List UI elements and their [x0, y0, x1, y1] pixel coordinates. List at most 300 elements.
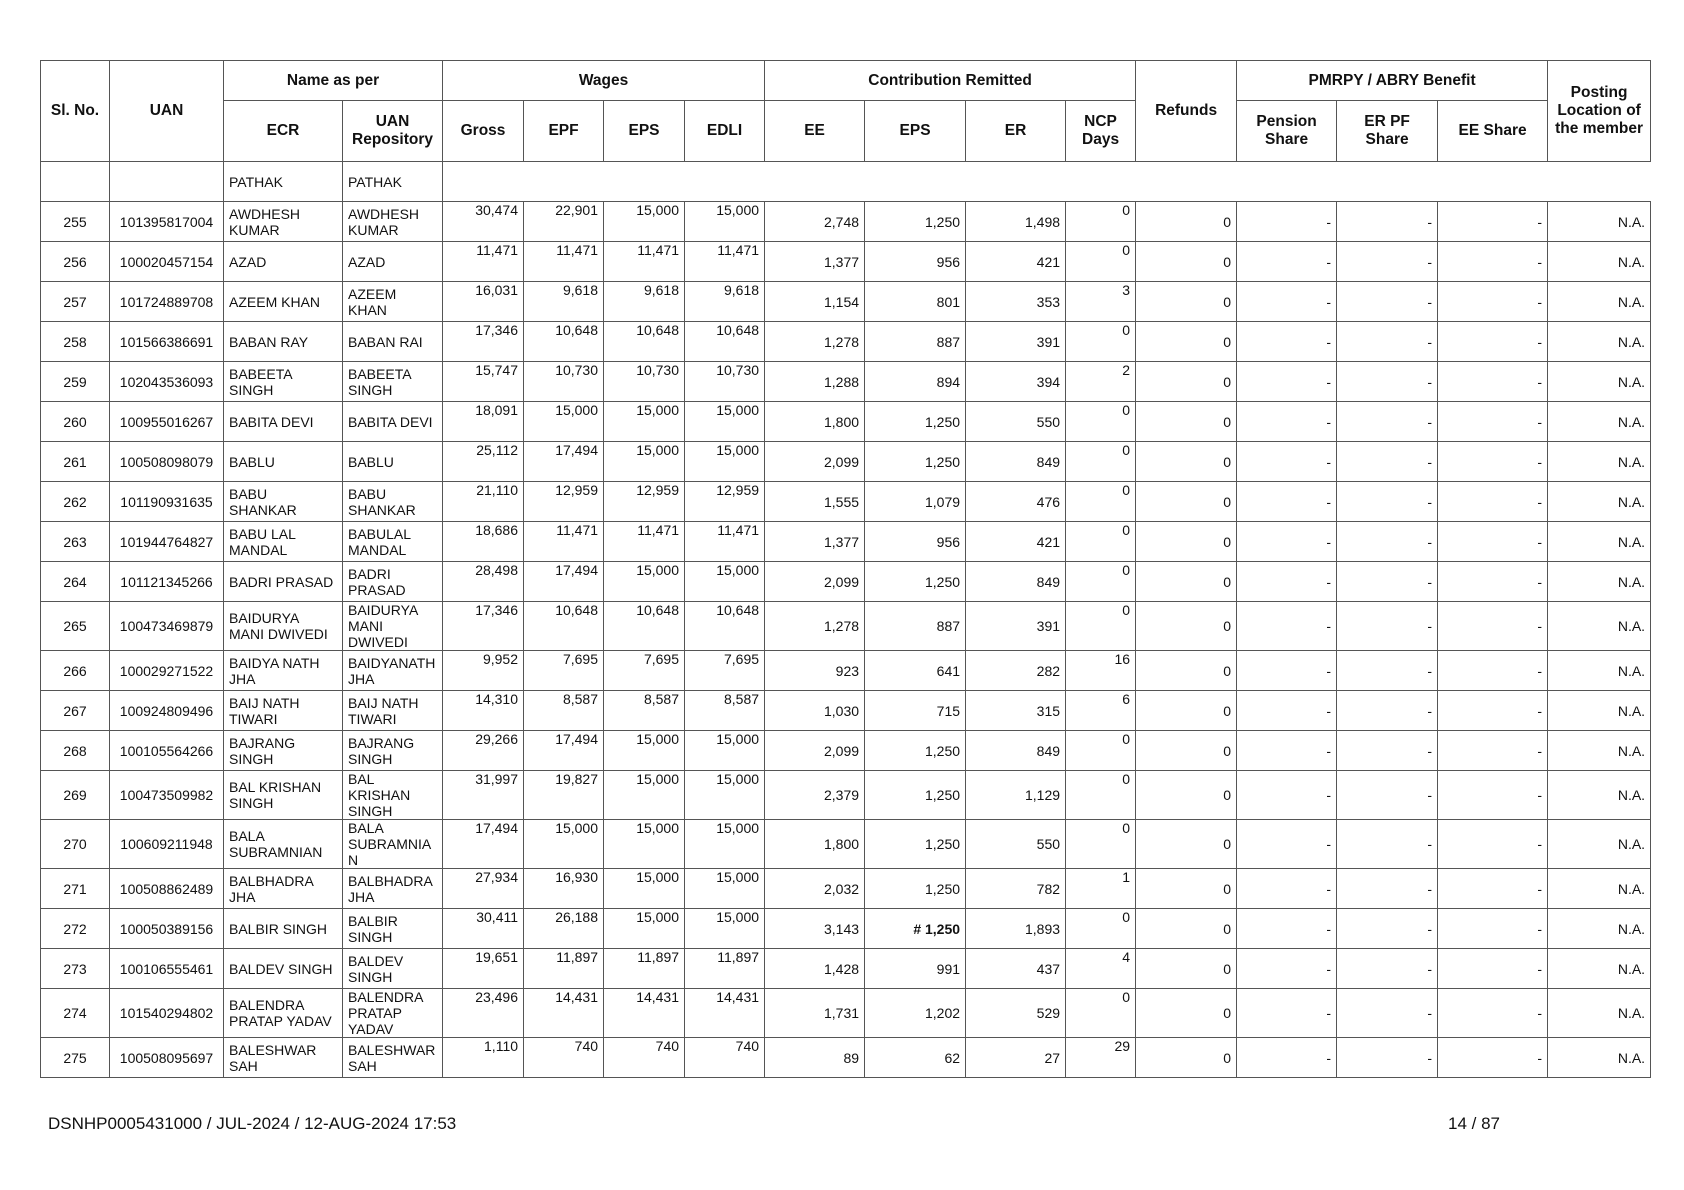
cell-er: 849: [966, 731, 1066, 771]
cell-ecr-name: BADRI PRASAD: [224, 562, 343, 602]
cell-eps: 15,000: [604, 909, 685, 949]
cell-gross: 17,346: [443, 602, 524, 651]
cell-ee-share: -: [1438, 522, 1548, 562]
cell-ncp-days: 16: [1066, 651, 1136, 691]
cell-refunds: 0: [1136, 731, 1237, 771]
cell-edli: 11,471: [685, 242, 765, 282]
cell-epf: 26,188: [524, 909, 604, 949]
cell-ncp-days: 0: [1066, 562, 1136, 602]
cell-eps-contribution: 641: [865, 651, 966, 691]
cell-uan-name: AWDHESH KUMAR: [343, 202, 443, 242]
cell-uan-name: AZEEM KHAN: [343, 282, 443, 322]
cell-sl-no: 266: [41, 651, 110, 691]
footer-document-reference: DSNHP0005431000 / JUL-2024 / 12-AUG-2024 17:53: [48, 1114, 457, 1133]
cell-sl-no: 270: [41, 820, 110, 869]
cell-er-pf-share: -: [1337, 1038, 1438, 1078]
cell-er-pf-share: -: [1337, 820, 1438, 869]
cell-er: 550: [966, 402, 1066, 442]
table-row: [41, 562, 1651, 602]
cell-posting-location: N.A.: [1548, 869, 1651, 909]
table-row: [41, 482, 1651, 522]
cell-eps: 14,431: [604, 989, 685, 1038]
header-eps-contribution: EPS: [865, 101, 966, 162]
table-row: [41, 651, 1651, 691]
cell-pension-share: -: [1237, 562, 1337, 602]
cell-gross: 14,310: [443, 691, 524, 731]
cell-pension-share: -: [1237, 771, 1337, 820]
table-row: [41, 322, 1651, 362]
cell-er-pf-share: -: [1337, 651, 1438, 691]
cell-edli: 11,897: [685, 949, 765, 989]
cell-ee-share: -: [1438, 869, 1548, 909]
cell-refunds: 0: [1136, 282, 1237, 322]
cell-gross: 19,651: [443, 949, 524, 989]
header-edli: EDLI: [685, 101, 765, 162]
cell-sl-no: 265: [41, 602, 110, 651]
cell-edli: 10,648: [685, 322, 765, 362]
footer-page-number: 14 / 87: [1448, 1114, 1500, 1133]
cell-eps-contribution: 1,250: [865, 771, 966, 820]
cell-edli: 11,471: [685, 522, 765, 562]
cell-ee: 923: [765, 651, 865, 691]
cell-ee-share: -: [1438, 820, 1548, 869]
cell-uan: 100106555461: [110, 949, 224, 989]
cell-pension-share: -: [1237, 651, 1337, 691]
header-refunds: Refunds: [1136, 61, 1237, 162]
cell-sl-no: 259: [41, 362, 110, 402]
table-row: [41, 602, 1651, 651]
cell-edli: 15,000: [685, 562, 765, 602]
cell-ee-share: -: [1438, 949, 1548, 989]
cell-ecr-name: BABEETA SINGH: [224, 362, 343, 402]
cell-epf: 19,827: [524, 771, 604, 820]
cell-gross: 23,496: [443, 989, 524, 1038]
cell-refunds: 0: [1136, 691, 1237, 731]
cell-ee-share: -: [1438, 322, 1548, 362]
cell-uan-name: BAIJ NATH TIWARI: [343, 691, 443, 731]
cell-ncp-days: 0: [1066, 771, 1136, 820]
table-row: [41, 442, 1651, 482]
cell-pension-share: -: [1237, 602, 1337, 651]
cell-eps-contribution: 1,250: [865, 442, 966, 482]
cell-posting-location: N.A.: [1548, 202, 1651, 242]
cell-sl-no: 269: [41, 771, 110, 820]
table-row: [41, 771, 1651, 820]
cell-epf: 10,648: [524, 322, 604, 362]
cell-ee: 1,278: [765, 322, 865, 362]
cell-edli: 15,000: [685, 731, 765, 771]
cell-uan: 100508095697: [110, 1038, 224, 1078]
cell-er-pf-share: -: [1337, 402, 1438, 442]
cell-gross: 30,411: [443, 909, 524, 949]
cell-pension-share: -: [1237, 820, 1337, 869]
cell-edli: 15,000: [685, 909, 765, 949]
cell-ee-share: -: [1438, 731, 1548, 771]
cell-posting-location: N.A.: [1548, 242, 1651, 282]
cell-sl-no: 275: [41, 1038, 110, 1078]
cell-er: 437: [966, 949, 1066, 989]
cell-uan: 101395817004: [110, 202, 224, 242]
cell-edli: 15,000: [685, 869, 765, 909]
cell-er-pf-share: -: [1337, 771, 1438, 820]
cell-ecr-name: AZAD: [224, 242, 343, 282]
cell-er: 27: [966, 1038, 1066, 1078]
header-ncp-days: NCP Days: [1066, 101, 1136, 162]
cell-uan-name: BABU SHANKAR: [343, 482, 443, 522]
cell-er: 1,893: [966, 909, 1066, 949]
cell-er: 421: [966, 522, 1066, 562]
cell-posting-location: N.A.: [1548, 651, 1651, 691]
ecr-table: [40, 60, 1651, 1078]
cell-refunds: 0: [1136, 402, 1237, 442]
cell-gross: 18,091: [443, 402, 524, 442]
cell-epf: 22,901: [524, 202, 604, 242]
cell-ee: 1,731: [765, 989, 865, 1038]
cell-sl-no: 255: [41, 202, 110, 242]
table-body: [41, 202, 1651, 1078]
header-eps: EPS: [604, 101, 685, 162]
cell-ee-share: -: [1438, 242, 1548, 282]
cell-er-pf-share: -: [1337, 442, 1438, 482]
cell-sl-no: 264: [41, 562, 110, 602]
cell-uan: 100050389156: [110, 909, 224, 949]
cell-eps-contribution: 1,202: [865, 989, 966, 1038]
table-row: [41, 820, 1651, 869]
header-uan: UAN: [110, 61, 224, 162]
header-ee-share: EE Share: [1438, 101, 1548, 162]
cell-gross: 28,498: [443, 562, 524, 602]
cell-edli: 15,000: [685, 771, 765, 820]
cell-ee: 2,099: [765, 442, 865, 482]
cell-refunds: 0: [1136, 442, 1237, 482]
cell-pension-share: -: [1237, 949, 1337, 989]
cell-ee-share: -: [1438, 482, 1548, 522]
cell-posting-location: N.A.: [1548, 771, 1651, 820]
table-row: [41, 989, 1651, 1038]
cell-ee: 1,555: [765, 482, 865, 522]
cell-posting-location: N.A.: [1548, 691, 1651, 731]
cell-ncp-days: 0: [1066, 731, 1136, 771]
cell-eps-contribution: 1,250: [865, 731, 966, 771]
cell-eps-contribution: 894: [865, 362, 966, 402]
cell-eps: 15,000: [604, 442, 685, 482]
cell-refunds: 0: [1136, 909, 1237, 949]
header-posting-location: Posting Location of the member: [1548, 61, 1651, 162]
cell-edli: 10,648: [685, 602, 765, 651]
cell-eps: 15,000: [604, 820, 685, 869]
cell-ecr-name: BABITA DEVI: [224, 402, 343, 442]
table-row: [41, 949, 1651, 989]
cell-eps-contribution: 715: [865, 691, 966, 731]
cell-eps: 15,000: [604, 562, 685, 602]
cell-gross: 17,346: [443, 322, 524, 362]
cell-ee: 1,288: [765, 362, 865, 402]
cell-eps-contribution: 1,250: [865, 402, 966, 442]
header-er-pf-share: ER PF Share: [1337, 101, 1438, 162]
cell-uan: 100020457154: [110, 242, 224, 282]
cell-ecr-name: BAIDURYA MANI DWIVEDI: [224, 602, 343, 651]
cell-sl-no: 262: [41, 482, 110, 522]
cell-eps: 15,000: [604, 402, 685, 442]
cell-gross: 11,471: [443, 242, 524, 282]
cell-refunds: 0: [1136, 242, 1237, 282]
cell-uan-name: BALBIR SINGH: [343, 909, 443, 949]
cell-eps-contribution: 1,079: [865, 482, 966, 522]
cell-uan: 101190931635: [110, 482, 224, 522]
cell-ee: 1,377: [765, 522, 865, 562]
cell-sl-no: 272: [41, 909, 110, 949]
header-uan-repository: UAN Repository: [343, 101, 443, 162]
cell-uan-name: BABITA DEVI: [343, 402, 443, 442]
cell-ecr-name: AWDHESH KUMAR: [224, 202, 343, 242]
cell-epf: 9,618: [524, 282, 604, 322]
cell-uan-name: BALDEV SINGH: [343, 949, 443, 989]
cell-edli: 740: [685, 1038, 765, 1078]
cell-ecr-name: AZEEM KHAN: [224, 282, 343, 322]
cell-ncp-days: 2: [1066, 362, 1136, 402]
cell-posting-location: N.A.: [1548, 820, 1651, 869]
cell-er: 353: [966, 282, 1066, 322]
cell-eps: 15,000: [604, 869, 685, 909]
cell-er-pf-share: -: [1337, 691, 1438, 731]
cell-er-pf-share: -: [1337, 282, 1438, 322]
cell-gross: 27,934: [443, 869, 524, 909]
cell-posting-location: N.A.: [1548, 402, 1651, 442]
cell-ee-share: -: [1438, 1038, 1548, 1078]
cell-uan: 100473509982: [110, 771, 224, 820]
cell-uan: 101944764827: [110, 522, 224, 562]
cell-er: 1,129: [966, 771, 1066, 820]
cell-epf: 16,930: [524, 869, 604, 909]
cell-epf: 17,494: [524, 442, 604, 482]
cell-eps-contribution: 887: [865, 322, 966, 362]
cell-gross: 1,110: [443, 1038, 524, 1078]
cell-ee: 2,099: [765, 562, 865, 602]
cell-epf: 11,897: [524, 949, 604, 989]
cell-epf: 10,648: [524, 602, 604, 651]
cell-epf: 8,587: [524, 691, 604, 731]
cell-ecr-name: BALESHWAR SAH: [224, 1038, 343, 1078]
cell-ecr-name: BALBHADRA JHA: [224, 869, 343, 909]
cell-er-pf-share: -: [1337, 322, 1438, 362]
cell-er-pf-share: -: [1337, 202, 1438, 242]
cell-eps: 10,648: [604, 602, 685, 651]
cell-gross: 21,110: [443, 482, 524, 522]
cell-edli: 10,730: [685, 362, 765, 402]
cell-er-pf-share: -: [1337, 909, 1438, 949]
cell-gross: 16,031: [443, 282, 524, 322]
cell-er-pf-share: -: [1337, 362, 1438, 402]
table-row: [41, 909, 1651, 949]
cell-epf: 14,431: [524, 989, 604, 1038]
cell-pension-share: -: [1237, 869, 1337, 909]
cell-er-pf-share: -: [1337, 602, 1438, 651]
cell-uan: 101724889708: [110, 282, 224, 322]
continuation-blank: [443, 162, 1651, 202]
cell-er: 391: [966, 322, 1066, 362]
cell-posting-location: N.A.: [1548, 522, 1651, 562]
cell-eps: 10,648: [604, 322, 685, 362]
cell-er: 782: [966, 869, 1066, 909]
cell-posting-location: N.A.: [1548, 989, 1651, 1038]
cell-ee: 1,800: [765, 820, 865, 869]
header-epf: EPF: [524, 101, 604, 162]
cell-ncp-days: 0: [1066, 820, 1136, 869]
cell-uan-name: BALENDRA PRATAP YADAV: [343, 989, 443, 1038]
cell-ee: 89: [765, 1038, 865, 1078]
cell-ncp-days: 0: [1066, 242, 1136, 282]
cell-sl-no: 273: [41, 949, 110, 989]
cell-posting-location: N.A.: [1548, 322, 1651, 362]
cell-edli: 9,618: [685, 282, 765, 322]
cell-uan-name: AZAD: [343, 242, 443, 282]
cell-pension-share: -: [1237, 242, 1337, 282]
cell-ecr-name: BABU LAL MANDAL: [224, 522, 343, 562]
cell-pension-share: -: [1237, 691, 1337, 731]
cell-eps-contribution: 956: [865, 242, 966, 282]
cell-epf: 17,494: [524, 562, 604, 602]
cell-uan-name: BALBHADRA JHA: [343, 869, 443, 909]
cell-ee-share: -: [1438, 282, 1548, 322]
cell-ncp-days: 29: [1066, 1038, 1136, 1078]
cell-sl-no: 256: [41, 242, 110, 282]
cell-edli: 15,000: [685, 820, 765, 869]
cell-uan: 100609211948: [110, 820, 224, 869]
cell-sl-no: 274: [41, 989, 110, 1038]
cell-ee: 1,800: [765, 402, 865, 442]
cell-epf: 15,000: [524, 402, 604, 442]
cell-eps: 11,471: [604, 242, 685, 282]
cell-ecr-name: BABU SHANKAR: [224, 482, 343, 522]
cell-ncp-days: 3: [1066, 282, 1136, 322]
cell-pension-share: -: [1237, 322, 1337, 362]
cell-ee: 2,032: [765, 869, 865, 909]
cell-ee-share: -: [1438, 442, 1548, 482]
cell-uan: 100955016267: [110, 402, 224, 442]
cell-epf: 12,959: [524, 482, 604, 522]
cell-posting-location: N.A.: [1548, 731, 1651, 771]
cell-ncp-days: 1: [1066, 869, 1136, 909]
cell-posting-location: N.A.: [1548, 949, 1651, 989]
cell-refunds: 0: [1136, 362, 1237, 402]
cell-gross: 30,474: [443, 202, 524, 242]
cell-ncp-days: 0: [1066, 989, 1136, 1038]
cell-eps-contribution: 1,250: [865, 869, 966, 909]
cell-refunds: 0: [1136, 771, 1237, 820]
table-row: [41, 202, 1651, 242]
cell-pension-share: -: [1237, 442, 1337, 482]
cell-refunds: 0: [1136, 522, 1237, 562]
cell-refunds: 0: [1136, 202, 1237, 242]
header-er: ER: [966, 101, 1066, 162]
cell-eps: 8,587: [604, 691, 685, 731]
cell-refunds: 0: [1136, 482, 1237, 522]
header-ee: EE: [765, 101, 865, 162]
cell-sl-no: 260: [41, 402, 110, 442]
cell-uan: 101566386691: [110, 322, 224, 362]
continuation-uan-name: PATHAK: [343, 162, 443, 202]
table-row: [41, 869, 1651, 909]
cell-ncp-days: 6: [1066, 691, 1136, 731]
cell-posting-location: N.A.: [1548, 482, 1651, 522]
cell-eps-contribution: 956: [865, 522, 966, 562]
cell-eps: 15,000: [604, 771, 685, 820]
cell-ee-share: -: [1438, 202, 1548, 242]
continuation-sl: [41, 162, 110, 202]
cell-eps-contribution: 991: [865, 949, 966, 989]
cell-refunds: 0: [1136, 322, 1237, 362]
cell-eps-contribution: 887: [865, 602, 966, 651]
cell-ee: 2,099: [765, 731, 865, 771]
cell-er: 849: [966, 442, 1066, 482]
cell-pension-share: -: [1237, 362, 1337, 402]
cell-er-pf-share: -: [1337, 562, 1438, 602]
cell-ee: 1,030: [765, 691, 865, 731]
cell-posting-location: N.A.: [1548, 442, 1651, 482]
cell-ncp-days: 0: [1066, 322, 1136, 362]
cell-er-pf-share: -: [1337, 242, 1438, 282]
cell-posting-location: N.A.: [1548, 282, 1651, 322]
cell-ecr-name: BALA SUBRAMNIAN: [224, 820, 343, 869]
cell-er: 849: [966, 562, 1066, 602]
cell-eps: 12,959: [604, 482, 685, 522]
cell-ee: 1,154: [765, 282, 865, 322]
cell-uan-name: BABEETA SINGH: [343, 362, 443, 402]
cell-edli: 15,000: [685, 442, 765, 482]
cell-uan-name: BAL KRISHAN SINGH: [343, 771, 443, 820]
cell-er: 315: [966, 691, 1066, 731]
cell-edli: 12,959: [685, 482, 765, 522]
continuation-row: [41, 162, 1651, 202]
cell-ecr-name: BABAN RAY: [224, 322, 343, 362]
cell-sl-no: 263: [41, 522, 110, 562]
cell-uan-name: BAIDURYA MANI DWIVEDI: [343, 602, 443, 651]
cell-er: 282: [966, 651, 1066, 691]
cell-sl-no: 271: [41, 869, 110, 909]
cell-er-pf-share: -: [1337, 949, 1438, 989]
cell-ee-share: -: [1438, 402, 1548, 442]
cell-eps: 15,000: [604, 202, 685, 242]
cell-pension-share: -: [1237, 482, 1337, 522]
table-row: [41, 362, 1651, 402]
cell-pension-share: -: [1237, 402, 1337, 442]
cell-refunds: 0: [1136, 949, 1237, 989]
cell-gross: 25,112: [443, 442, 524, 482]
cell-posting-location: N.A.: [1548, 362, 1651, 402]
cell-uan-name: BAIDYANATH JHA: [343, 651, 443, 691]
cell-epf: 11,471: [524, 242, 604, 282]
cell-ee: 3,143: [765, 909, 865, 949]
cell-ee-share: -: [1438, 362, 1548, 402]
cell-ee-share: -: [1438, 691, 1548, 731]
cell-sl-no: 258: [41, 322, 110, 362]
cell-epf: 11,471: [524, 522, 604, 562]
cell-ee: 2,379: [765, 771, 865, 820]
cell-refunds: 0: [1136, 651, 1237, 691]
cell-epf: 740: [524, 1038, 604, 1078]
cell-edli: 8,587: [685, 691, 765, 731]
cell-uan-name: BALESHWAR SAH: [343, 1038, 443, 1078]
cell-ecr-name: BAIDYA NATH JHA: [224, 651, 343, 691]
cell-uan: 101121345266: [110, 562, 224, 602]
cell-sl-no: 257: [41, 282, 110, 322]
table-row: [41, 522, 1651, 562]
cell-ee-share: -: [1438, 989, 1548, 1038]
cell-eps: 15,000: [604, 731, 685, 771]
cell-ee-share: -: [1438, 909, 1548, 949]
cell-gross: 17,494: [443, 820, 524, 869]
cell-er-pf-share: -: [1337, 482, 1438, 522]
